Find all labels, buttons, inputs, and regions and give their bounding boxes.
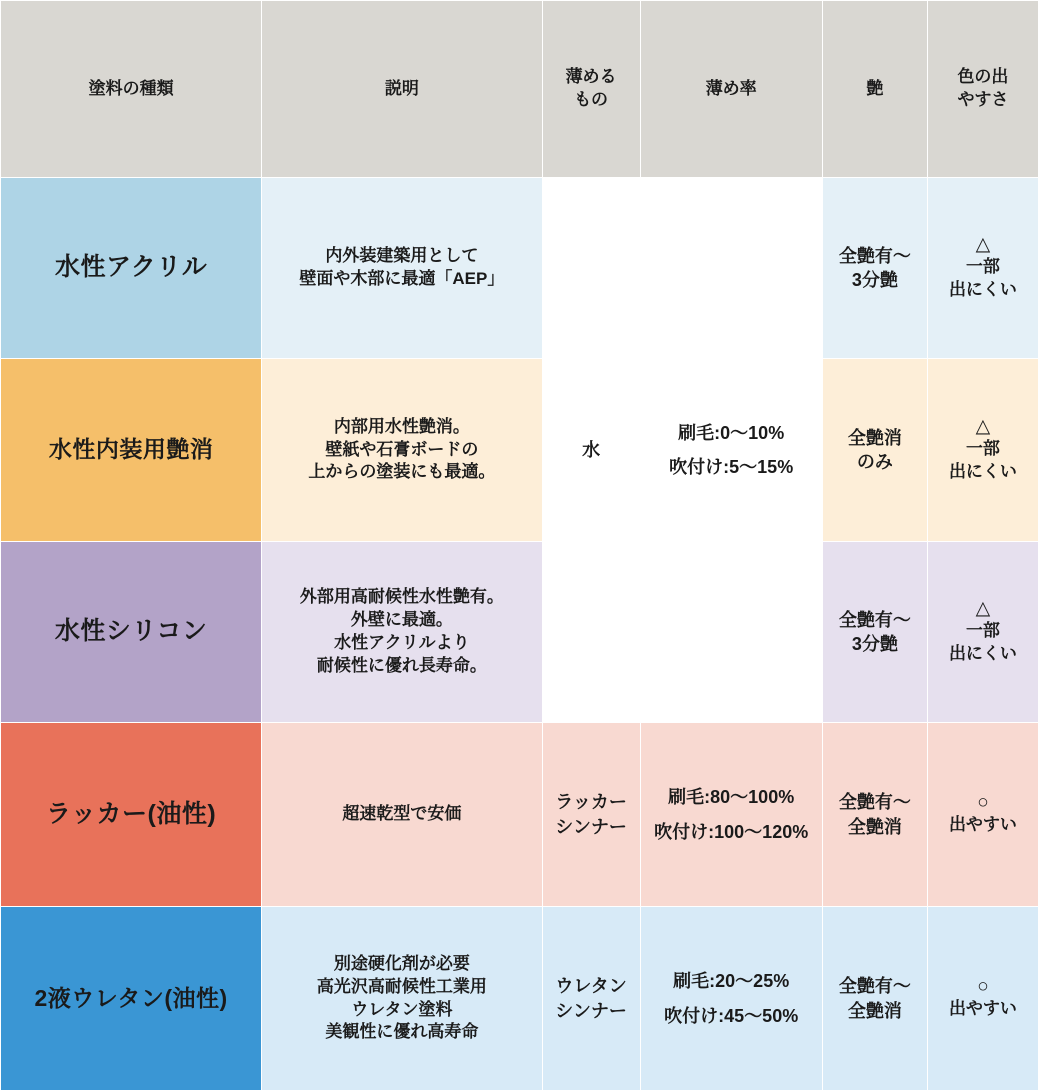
cell-paint-type: ラッカー(油性) [1, 723, 262, 907]
cell-color-ease [927, 723, 1038, 907]
description-line: 外部用高耐候性水性艶有。 [299, 587, 504, 607]
table-row [1, 723, 1039, 907]
description-line: 内部用水性艶消。 [333, 416, 470, 436]
dilution-line: 吹付け:100〜120% [654, 821, 809, 842]
color-ease-line: 一部 [965, 257, 1000, 277]
gloss-line: 全艶有〜 [838, 245, 911, 266]
cell-color-ease [927, 359, 1038, 542]
gloss-line: 全艶消 [847, 427, 902, 448]
thinner-line: シンナー [555, 816, 627, 837]
table-body [1, 178, 1039, 1091]
color-ease-symbol: △ [975, 233, 991, 255]
thinner-line: ウレタン [555, 976, 627, 997]
gloss-line: 全艶有〜 [838, 609, 911, 630]
color-ease-line: 出にくい [948, 644, 1017, 664]
cell-paint-type: 水性内装用艶消 [1, 359, 262, 542]
color-ease-symbol: △ [975, 597, 991, 619]
cell-gloss [822, 723, 927, 907]
cell-description [262, 359, 542, 542]
cell-gloss [822, 178, 927, 359]
gloss-line: のみ [856, 452, 893, 472]
thinner-line: ラッカー [555, 792, 627, 813]
description-line: 壁面や木部に最適「AEP」 [299, 269, 505, 288]
cell-dilution-water [640, 178, 822, 723]
header-color-ease-line-2: やすさ [957, 90, 1009, 109]
color-ease-symbol: ○ [977, 975, 989, 997]
cell-gloss [822, 542, 927, 723]
gloss-line: 全艶有〜 [838, 792, 911, 813]
description-line: 美観性に優れ高寿命 [325, 1022, 479, 1042]
gloss-line: 3分艶 [851, 270, 898, 290]
cell-description [262, 723, 542, 907]
header-gloss: 艶 [822, 1, 927, 178]
header-paint-type: 塗料の種類 [1, 1, 262, 178]
dilution-line: 吹付け:45〜50% [664, 1005, 799, 1026]
header-description: 説明 [262, 1, 542, 178]
thinner-line: シンナー [555, 1000, 627, 1021]
cell-description [262, 907, 542, 1091]
description-line: 壁紙や石膏ボードの [325, 439, 479, 459]
cell-dilution [640, 907, 822, 1091]
description-line: 高光沢高耐候性工業用 [316, 976, 487, 996]
cell-paint-type: 2液ウレタン(油性) [1, 907, 262, 1091]
dilution-line: 刷毛:80〜100% [668, 787, 795, 808]
cell-thinner [542, 723, 640, 907]
dilution-line: 刷毛:20〜25% [673, 971, 790, 992]
cell-color-ease [927, 907, 1038, 1091]
cell-gloss [822, 907, 927, 1091]
cell-color-ease [927, 178, 1038, 359]
table-row [1, 359, 1039, 542]
gloss-line: 3分艶 [851, 634, 898, 654]
color-ease-line: 出にくい [948, 280, 1017, 300]
header-thinner-line-2: もの [574, 90, 609, 109]
color-ease-line: 出にくい [948, 462, 1017, 482]
cell-thinner-water: 水 [542, 178, 640, 723]
description-line: 上からの塗装にも最適。 [308, 462, 496, 482]
header-row [1, 1, 1039, 178]
description-line: 超速乾型で安価 [342, 804, 462, 824]
color-ease-line: 一部 [965, 621, 1000, 641]
dilution-line: 刷毛:0〜10% [678, 422, 785, 443]
color-ease-symbol: △ [975, 415, 991, 437]
table-row [1, 178, 1039, 359]
color-ease-line: 一部 [965, 439, 1000, 459]
gloss-line: 全艶消 [847, 1000, 902, 1021]
cell-thinner [542, 907, 640, 1091]
cell-description [262, 178, 542, 359]
gloss-line: 全艶消 [847, 816, 902, 837]
cell-color-ease [927, 542, 1038, 723]
dilution-line: 吹付け:5〜15% [669, 457, 794, 477]
cell-paint-type: 水性アクリル [1, 178, 262, 359]
description-line: 内外装建築用として [325, 246, 479, 266]
description-line: 別途硬化剤が必要 [333, 953, 470, 973]
cell-paint-type: 水性シリコン [1, 542, 262, 723]
table-row [1, 907, 1039, 1091]
header-color-ease-line-1: 色の出 [957, 67, 1009, 87]
cell-description [262, 542, 542, 723]
table-header [1, 1, 1039, 178]
table-row [1, 542, 1039, 723]
gloss-line: 全艶有〜 [838, 976, 911, 997]
description-line: 耐候性に優れ長寿命。 [316, 655, 487, 675]
cell-gloss [822, 359, 927, 542]
color-ease-line: 出やすい [948, 999, 1017, 1019]
header-thinner-line-1: 薄める [565, 67, 617, 87]
header-color-ease [927, 1, 1038, 178]
header-thinner [542, 1, 640, 178]
description-line: 外壁に最適。 [350, 610, 453, 630]
cell-dilution [640, 723, 822, 907]
description-line: 水性アクリルより [334, 633, 470, 652]
description-line: ウレタン塗料 [351, 999, 453, 1019]
color-ease-symbol: ○ [977, 791, 989, 813]
color-ease-line: 出やすい [948, 815, 1017, 835]
header-dilution-ratio: 薄め率 [640, 1, 822, 178]
